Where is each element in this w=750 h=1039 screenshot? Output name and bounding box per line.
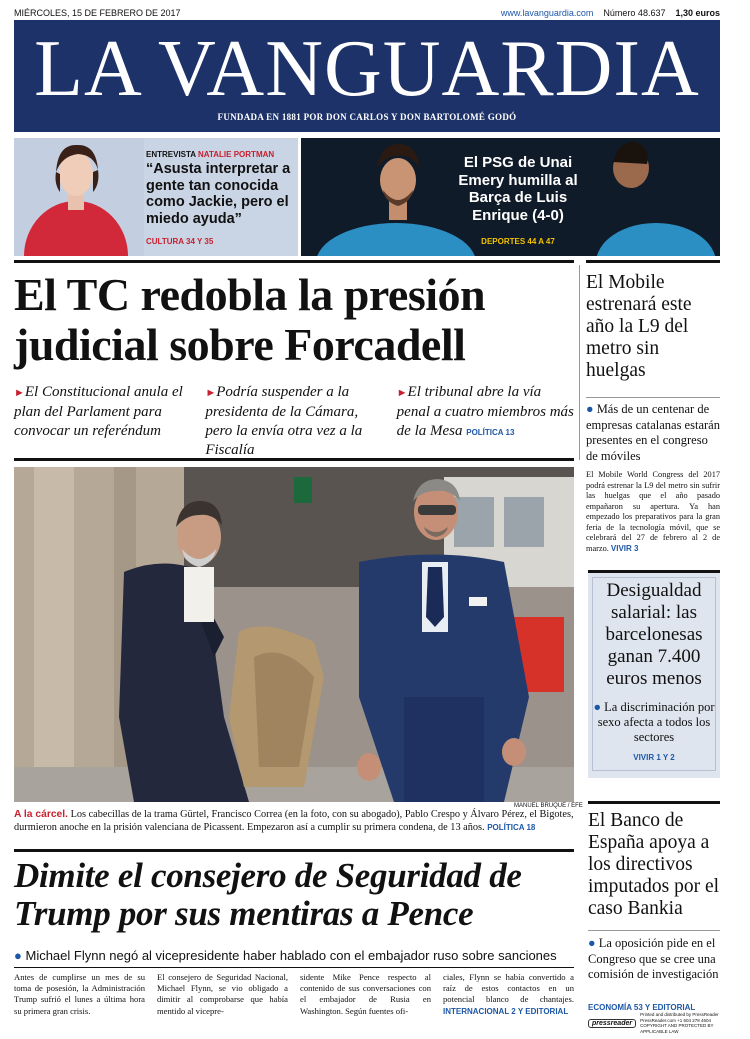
portrait-image	[14, 138, 144, 256]
bankia-bullet: ● La oposición pide en el Congreso que se cree una comisión de investigación	[588, 936, 719, 981]
pressreader-info: Printed and distributed by PressReader PressReader.com +1 604 278 4604 COPYRIGHT AND PROTECTED BY APPLICABLE LAW	[640, 1012, 719, 1034]
second-headline[interactable]: Dimite el consejero de Seguridad de Trump por sus mentiras a Pence	[14, 856, 522, 933]
lead-section[interactable]: POLÍTICA 13	[466, 428, 515, 437]
triangle-icon: ►	[396, 387, 408, 399]
divider	[14, 260, 574, 263]
bankia-headline[interactable]: El Banco de España apoya a los directivos imputados por el caso Bankia	[588, 810, 720, 919]
teaser-portman[interactable]	[14, 138, 298, 256]
mobile-bullet: ● Más de un centenar de empresas catalanas estarán presentes en el congreso de móviles	[586, 402, 720, 463]
salary-bullet: ● La discriminación por sexo afecta a todos los sectores	[593, 700, 715, 744]
lead-bullet: ►Podría suspender a la presidenta de la Cámara, pero la envía otra vez a la Fiscalía	[205, 384, 363, 458]
teaser-psg[interactable]	[301, 138, 720, 256]
lead-bullet: ►El tribunal abre la vía penal a cuatro miembros más de la Mesa POLÍTICA 13	[396, 384, 574, 439]
bullet-icon: ●	[593, 700, 602, 714]
body-column: El consejero de Seguridad Nacional, Michael Flynn, se vio obligado a dimitir al comprobarse que había mentido al vicepre-	[157, 972, 288, 1016]
photo-credit: MANUEL BRUQUE / EFE	[514, 803, 583, 809]
photo-caption: A la cárcel. Los cabecillas de la trama Gürtel, Francisco Correa (en la foto, con su abogado), Pablo Crespo y Álvaro Pérez, el Bigotes, durmieron anoche en la prisión valenciana de Picassent. Empezaron así a cumplir su primera condena, de 13 años. POLÍTICA 18	[14, 809, 574, 833]
caption-section[interactable]: POLÍTICA 18	[487, 823, 536, 832]
salary-section[interactable]: VIVIR 1 Y 2	[633, 753, 675, 762]
teaser-quote: “Asusta interpretar a gente tan conocida como Jackie, pero el miedo ayuda”	[146, 161, 291, 227]
divider	[14, 849, 574, 852]
date: MIÉRCOLES, 15 DE FEBRERO DE 2017	[14, 8, 181, 18]
body-column: Antes de cumplirse un mes de su toma de posesión, la Administración Trump sufrió el lunes a última hora su primera gran crisis.	[14, 972, 145, 1016]
divider	[14, 967, 574, 968]
website[interactable]: www.lavanguardia.com	[500, 8, 594, 18]
main-photo	[14, 467, 574, 802]
street-photo	[14, 467, 574, 802]
bullet-icon: ●	[14, 948, 22, 963]
mobile-section[interactable]: VIVIR 3	[610, 543, 639, 553]
price: 1,30 euros	[675, 8, 720, 18]
second-section[interactable]: INTERNACIONAL 2 Y EDITORIAL	[443, 1006, 569, 1016]
caption-lead: A la cárcel.	[14, 809, 68, 820]
divider	[14, 458, 574, 461]
issue-number: Número 48.637	[603, 8, 666, 18]
lead-bullets	[14, 383, 574, 460]
triangle-icon: ►	[205, 387, 217, 399]
second-body	[14, 972, 574, 1017]
bullet-icon: ●	[588, 936, 596, 950]
second-bullet: ● Michael Flynn negó al vicepresidente haber hablado con el embajador ruso sobre sanciones	[14, 948, 557, 963]
bullet-icon: ●	[586, 402, 594, 416]
divider	[588, 930, 720, 931]
lead-bullet: ►El Constitucional anula el plan del Parlament para convocar un referéndum	[14, 384, 183, 439]
pressreader-stamp	[588, 1012, 720, 1034]
bankia-section[interactable]: ECONOMÍA 53 Y EDITORIAL	[588, 1003, 696, 1012]
teaser-kicker: ENTREVISTA NATALIE PORTMAN	[146, 150, 275, 159]
teaser-psg-section[interactable]: DEPORTES 44 A 47	[481, 237, 555, 246]
teaser-psg-title: El PSG de Unai Emery humilla al Barça de Luis Enrique (4-0)	[458, 154, 578, 224]
column-rule	[579, 265, 580, 460]
divider	[588, 801, 720, 804]
divider	[586, 260, 720, 263]
triangle-icon: ►	[14, 387, 25, 399]
divider	[586, 397, 720, 398]
lead-headline[interactable]: El TC redobla la presión judicial sobre Forcadell	[14, 269, 486, 370]
pressreader-logo: pressreader	[588, 1019, 636, 1028]
newspaper-title: LA VANGUARDIA	[34, 25, 700, 113]
mobile-body: El Mobile World Congress del 2017 podrá estrenar la L9 del metro sin sufrir las huelgas que el año pasado empañaron su apertura. Ya han empezado los preparativos para la gran feria de la tecnología móvil, que se celebrará del 27 de febrero al 2 de marzo. VIVIR 3	[586, 470, 720, 553]
body-column: sidente Mike Pence respecto al contenido de sus conversaciones con el embajador de Rusia en Washington. Según fuentes ofi-	[300, 972, 431, 1016]
mobile-headline[interactable]: El Mobile estrenará este año la L9 del metro sin huelgas	[586, 272, 692, 381]
body-column: ciales, Flynn se había convertido a raíz de estos contactos en un potencial blanco de chantajes. INTERNACIONAL 2 Y EDITORIAL	[443, 972, 574, 1016]
salary-box[interactable]	[588, 570, 720, 778]
top-info-bar	[14, 8, 720, 18]
teaser-section[interactable]: CULTURA 34 Y 35	[146, 237, 214, 246]
salary-headline: Desigualdad salarial: las barcelonesas ganan 7.400 euros menos	[605, 580, 703, 689]
founded-line: FUNDADA EN 1881 POR DON CARLOS Y DON BARTOLOMÉ GODÓ	[217, 112, 517, 122]
